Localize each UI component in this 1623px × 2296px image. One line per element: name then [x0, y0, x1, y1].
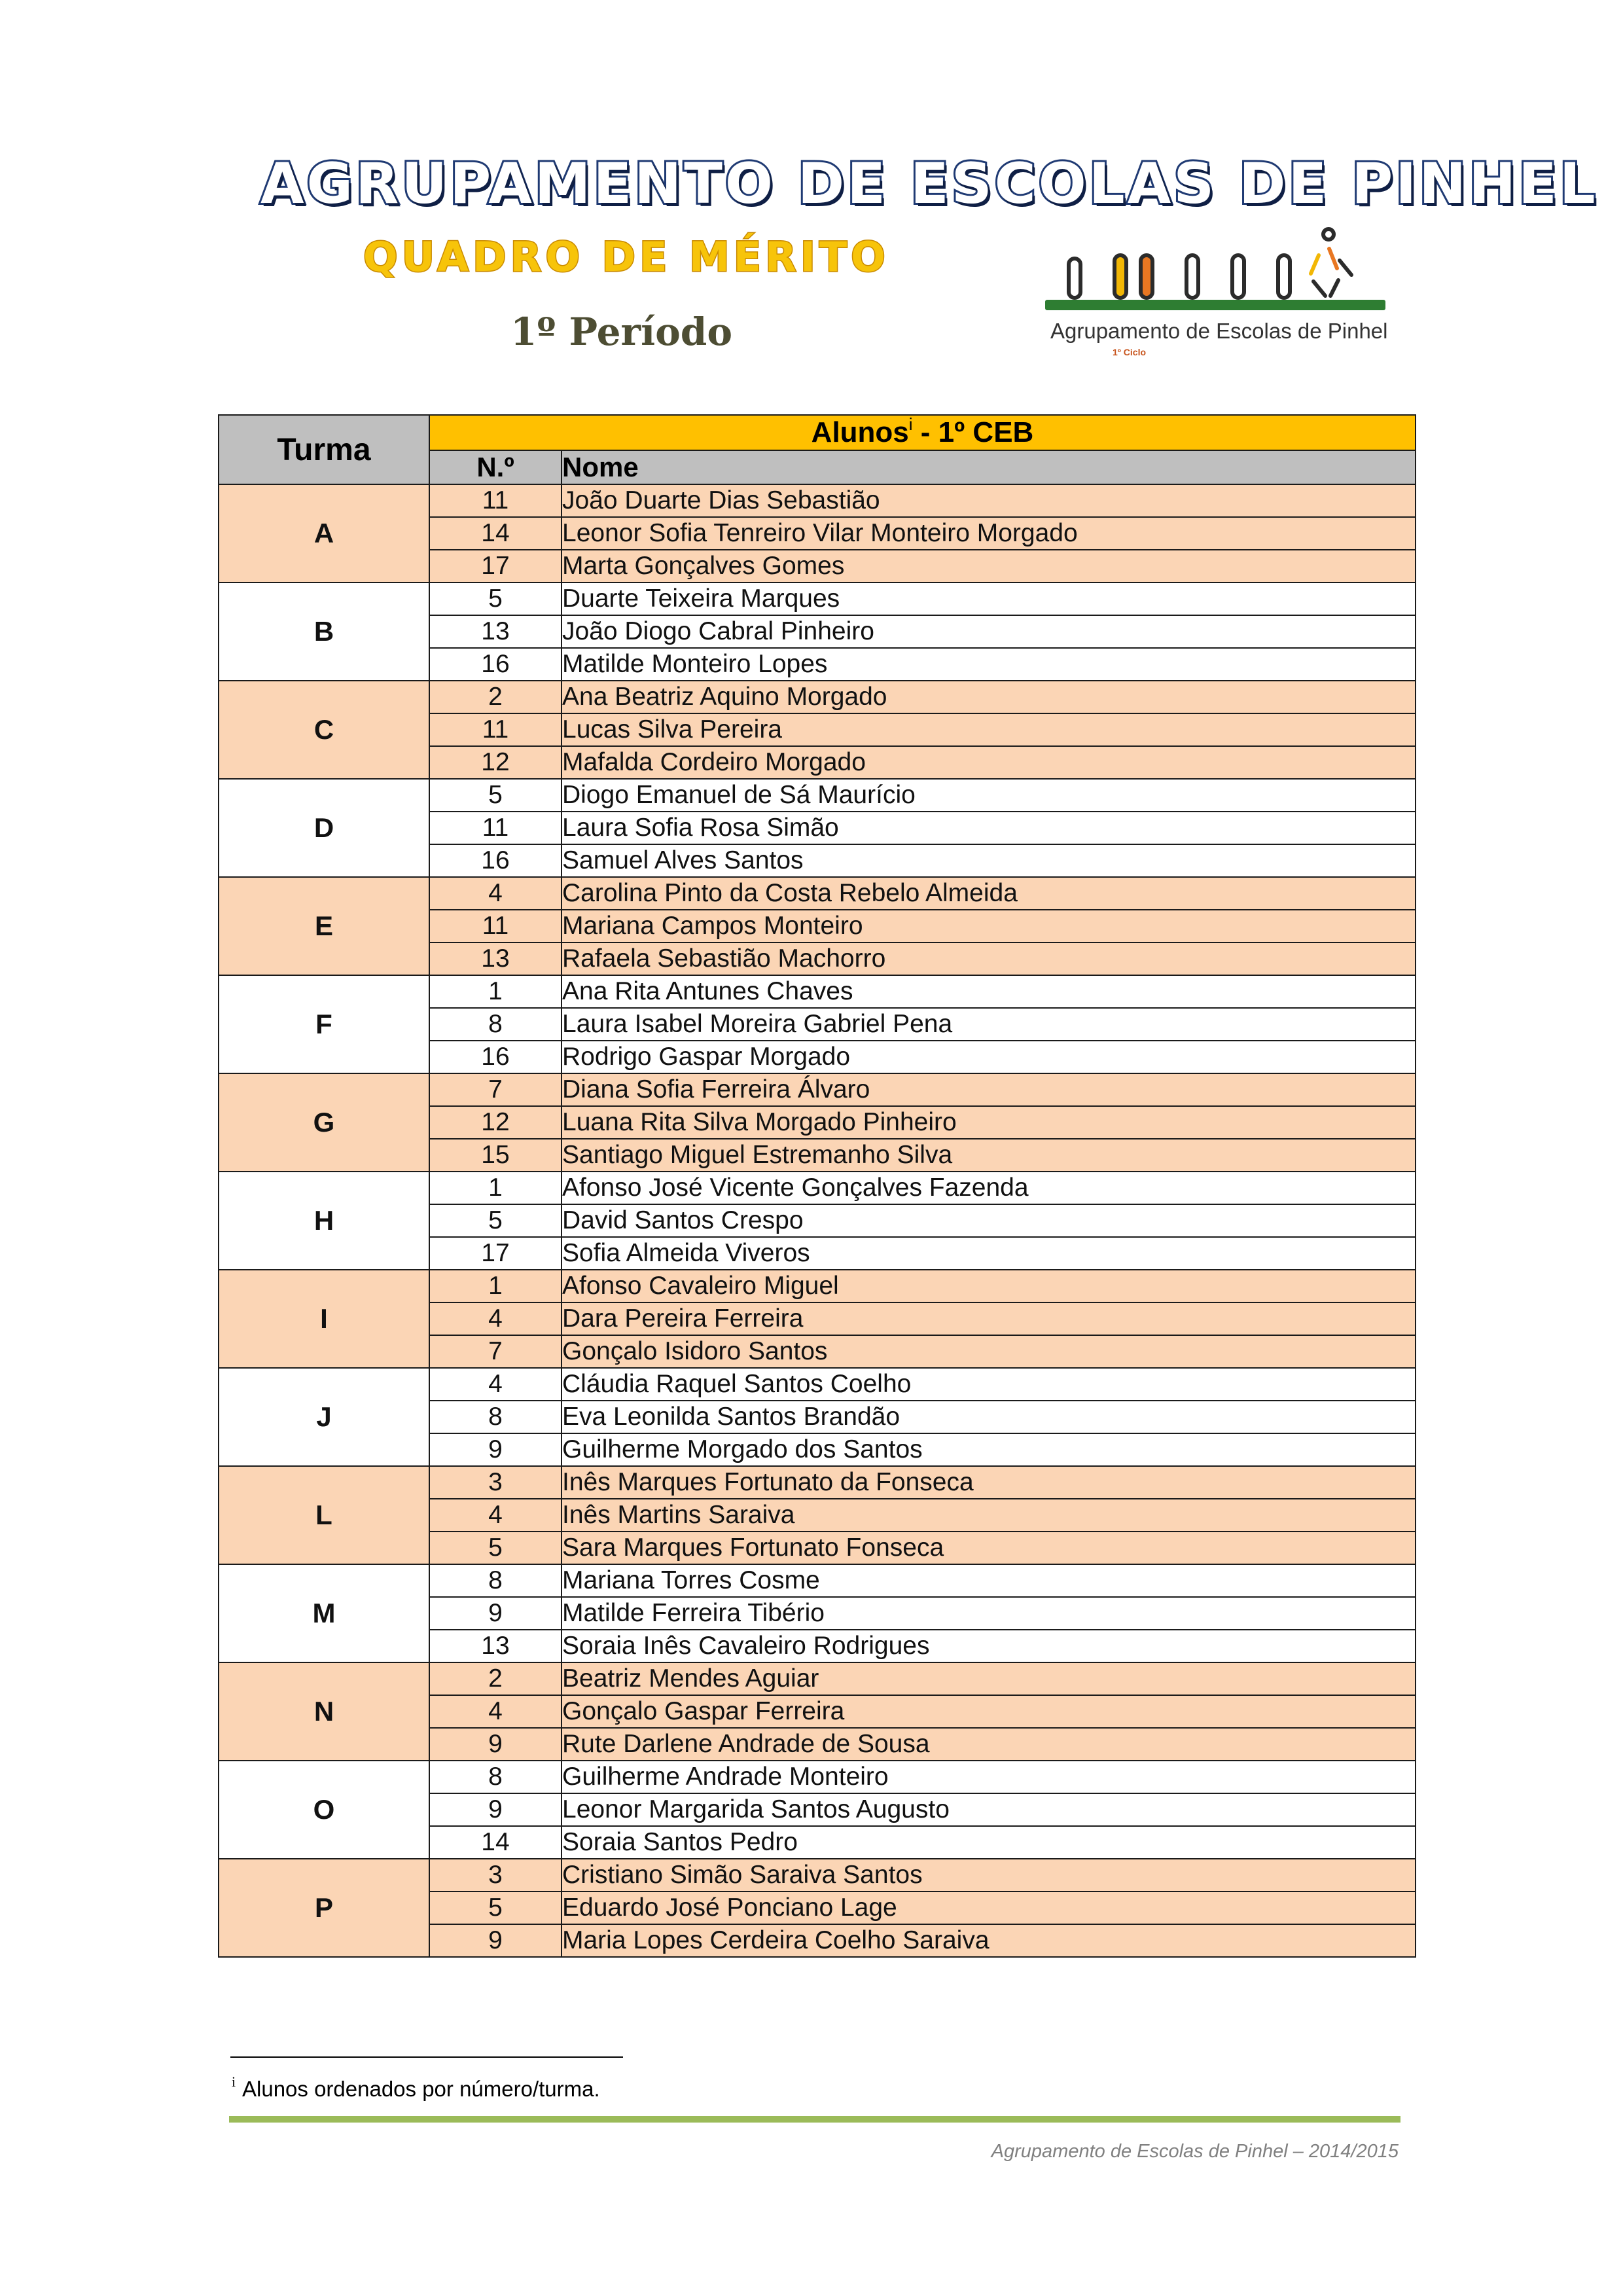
- student-number-cell: 8: [429, 1008, 562, 1041]
- table-row: [219, 484, 1416, 517]
- number-column-header: N.º: [429, 450, 562, 484]
- student-name-cell: Samuel Alves Santos: [562, 844, 1416, 877]
- student-number-cell: 9: [429, 1793, 562, 1826]
- turma-cell: G: [219, 1073, 429, 1172]
- student-number-cell: 7: [429, 1335, 562, 1368]
- student-number-cell: 5: [429, 1532, 562, 1564]
- student-name-cell: Leonor Margarida Santos Augusto: [562, 1793, 1416, 1826]
- turma-cell: O: [219, 1761, 429, 1859]
- student-number-cell: 1: [429, 1172, 562, 1204]
- student-number-cell: 5: [429, 1204, 562, 1237]
- student-name-cell: Soraia Inês Cavaleiro Rodrigues: [562, 1630, 1416, 1662]
- turma-cell: H: [219, 1172, 429, 1270]
- logo-ground-bar: [1045, 300, 1385, 310]
- name-column-header: Nome: [562, 450, 1416, 484]
- student-name-cell: João Diogo Cabral Pinheiro: [562, 615, 1416, 648]
- footnote-mark: i: [232, 2073, 236, 2090]
- table-row: [219, 877, 1416, 910]
- student-name-cell: João Duarte Dias Sebastião: [562, 484, 1416, 517]
- turma-cell: C: [219, 681, 429, 779]
- student-number-cell: 11: [429, 484, 562, 517]
- student-number-cell: 3: [429, 1859, 562, 1892]
- student-number-cell: 7: [429, 1073, 562, 1106]
- student-name-cell: Guilherme Morgado dos Santos: [562, 1433, 1416, 1466]
- student-number-cell: 11: [429, 910, 562, 942]
- turma-cell: L: [219, 1466, 429, 1564]
- turma-cell: P: [219, 1859, 429, 1957]
- turma-cell: M: [219, 1564, 429, 1662]
- student-number-cell: 4: [429, 1695, 562, 1728]
- student-name-cell: Ana Beatriz Aquino Morgado: [562, 681, 1416, 713]
- student-name-cell: Marta Gonçalves Gomes: [562, 550, 1416, 583]
- student-name-cell: Maria Lopes Cerdeira Coelho Saraiva: [562, 1924, 1416, 1957]
- student-number-cell: 12: [429, 746, 562, 779]
- student-number-cell: 1: [429, 1270, 562, 1302]
- student-name-cell: Afonso Cavaleiro Miguel: [562, 1270, 1416, 1302]
- student-number-cell: 9: [429, 1728, 562, 1761]
- merit-table-header: [219, 415, 1416, 484]
- student-name-cell: Soraia Santos Pedro: [562, 1826, 1416, 1859]
- student-number-cell: 14: [429, 1826, 562, 1859]
- student-number-cell: 4: [429, 1368, 562, 1401]
- footer-rule: [229, 2116, 1400, 2123]
- period-title: 1º Período: [510, 310, 733, 354]
- table-row: [219, 1859, 1416, 1892]
- student-number-cell: 2: [429, 681, 562, 713]
- student-number-cell: 8: [429, 1401, 562, 1433]
- student-name-cell: Laura Sofia Rosa Simão: [562, 812, 1416, 844]
- student-number-cell: 17: [429, 550, 562, 583]
- student-name-cell: David Santos Crespo: [562, 1204, 1416, 1237]
- student-number-cell: 12: [429, 1106, 562, 1139]
- student-name-cell: Sofia Almeida Viveros: [562, 1237, 1416, 1270]
- student-name-cell: Guilherme Andrade Monteiro: [562, 1761, 1416, 1793]
- turma-cell: D: [219, 779, 429, 877]
- student-number-cell: 11: [429, 713, 562, 746]
- student-number-cell: 11: [429, 812, 562, 844]
- logo-caption: Agrupamento de Escolas de Pinhel: [1050, 319, 1388, 343]
- merit-table: [218, 414, 1416, 1958]
- table-row: [219, 1662, 1416, 1695]
- student-name-cell: Lucas Silva Pereira: [562, 713, 1416, 746]
- student-number-cell: 4: [429, 1302, 562, 1335]
- student-name-cell: Leonor Sofia Tenreiro Vilar Monteiro Morgado: [562, 517, 1416, 550]
- student-name-cell: Mariana Campos Monteiro: [562, 910, 1416, 942]
- student-name-cell: Diogo Emanuel de Sá Maurício: [562, 779, 1416, 812]
- student-name-cell: Afonso José Vicente Gonçalves Fazenda: [562, 1172, 1416, 1204]
- turma-cell: E: [219, 877, 429, 975]
- turma-column-header: Turma: [219, 415, 429, 484]
- student-name-cell: Cristiano Simão Saraiva Santos: [562, 1859, 1416, 1892]
- logo-cycle: 1º Ciclo: [1113, 347, 1147, 357]
- student-name-cell: Rafaela Sebastião Machorro: [562, 942, 1416, 975]
- student-name-cell: Laura Isabel Moreira Gabriel Pena: [562, 1008, 1416, 1041]
- student-name-cell: Matilde Ferreira Tibério: [562, 1597, 1416, 1630]
- student-name-cell: Gonçalo Gaspar Ferreira: [562, 1695, 1416, 1728]
- students-header: [429, 415, 1416, 450]
- merit-board-title: QUADRO DE MÉRITO: [363, 233, 889, 281]
- student-name-cell: Mariana Torres Cosme: [562, 1564, 1416, 1597]
- student-name-cell: Beatriz Mendes Aguiar: [562, 1662, 1416, 1695]
- student-name-cell: Inês Martins Saraiva: [562, 1499, 1416, 1532]
- student-name-cell: Rodrigo Gaspar Morgado: [562, 1041, 1416, 1073]
- student-number-cell: 16: [429, 648, 562, 681]
- student-name-cell: Santiago Miguel Estremanho Silva: [562, 1139, 1416, 1172]
- table-row: [219, 1761, 1416, 1793]
- student-name-cell: Inês Marques Fortunato da Fonseca: [562, 1466, 1416, 1499]
- table-row: [219, 1172, 1416, 1204]
- student-number-cell: 14: [429, 517, 562, 550]
- student-number-cell: 9: [429, 1924, 562, 1957]
- student-number-cell: 3: [429, 1466, 562, 1499]
- table-row: [219, 1466, 1416, 1499]
- student-number-cell: 13: [429, 942, 562, 975]
- footnote-text: Alunos ordenados por número/turma.: [242, 2077, 600, 2101]
- table-row: [219, 1270, 1416, 1302]
- merit-table-body: [219, 484, 1416, 1957]
- turma-cell: I: [219, 1270, 429, 1368]
- student-number-cell: 5: [429, 583, 562, 615]
- footnote-separator: [230, 2056, 623, 2058]
- turma-cell: J: [219, 1368, 429, 1466]
- table-row: [219, 1564, 1416, 1597]
- student-number-cell: 5: [429, 1892, 562, 1924]
- student-number-cell: 9: [429, 1597, 562, 1630]
- footer-text: Agrupamento de Escolas de Pinhel – 2014/2015: [991, 2141, 1399, 2162]
- student-number-cell: 13: [429, 1630, 562, 1662]
- student-name-cell: Cláudia Raquel Santos Coelho: [562, 1368, 1416, 1401]
- turma-cell: N: [219, 1662, 429, 1761]
- student-name-cell: Luana Rita Silva Morgado Pinheiro: [562, 1106, 1416, 1139]
- table-row: [219, 681, 1416, 713]
- student-number-cell: 16: [429, 844, 562, 877]
- student-name-cell: Rute Darlene Andrade de Sousa: [562, 1728, 1416, 1761]
- student-number-cell: 16: [429, 1041, 562, 1073]
- students-header-level: - 1º CEB: [912, 416, 1034, 448]
- student-number-cell: 2: [429, 1662, 562, 1695]
- school-title: AGRUPAMENTO DE ESCOLAS DE PINHEL: [260, 151, 1598, 217]
- student-number-cell: 13: [429, 615, 562, 648]
- student-number-cell: 15: [429, 1139, 562, 1172]
- table-row: [219, 975, 1416, 1008]
- student-name-cell: Sara Marques Fortunato Fonseca: [562, 1532, 1416, 1564]
- student-number-cell: 4: [429, 1499, 562, 1532]
- student-number-cell: 17: [429, 1237, 562, 1270]
- student-number-cell: 4: [429, 877, 562, 910]
- student-name-cell: Gonçalo Isidoro Santos: [562, 1335, 1416, 1368]
- student-name-cell: Carolina Pinto da Costa Rebelo Almeida: [562, 877, 1416, 910]
- table-row: [219, 583, 1416, 615]
- student-number-cell: 1: [429, 975, 562, 1008]
- student-name-cell: Eduardo José Ponciano Lage: [562, 1892, 1416, 1924]
- turma-cell: F: [219, 975, 429, 1073]
- student-name-cell: Matilde Monteiro Lopes: [562, 648, 1416, 681]
- students-header-label: Alunos: [811, 416, 909, 448]
- student-name-cell: Dara Pereira Ferreira: [562, 1302, 1416, 1335]
- student-number-cell: 9: [429, 1433, 562, 1466]
- turma-cell: A: [219, 484, 429, 583]
- student-name-cell: Ana Rita Antunes Chaves: [562, 975, 1416, 1008]
- table-row: [219, 779, 1416, 812]
- students-footnote-mark: i: [908, 414, 913, 434]
- table-row: [219, 1073, 1416, 1106]
- student-name-cell: Diana Sofia Ferreira Álvaro: [562, 1073, 1416, 1106]
- student-number-cell: 8: [429, 1761, 562, 1793]
- student-name-cell: Eva Leonilda Santos Brandão: [562, 1401, 1416, 1433]
- student-name-cell: Duarte Teixeira Marques: [562, 583, 1416, 615]
- logo-figures: [1069, 229, 1351, 298]
- turma-cell: B: [219, 583, 429, 681]
- student-number-cell: 8: [429, 1564, 562, 1597]
- student-number-cell: 5: [429, 779, 562, 812]
- table-row: [219, 1368, 1416, 1401]
- student-name-cell: Mafalda Cordeiro Morgado: [562, 746, 1416, 779]
